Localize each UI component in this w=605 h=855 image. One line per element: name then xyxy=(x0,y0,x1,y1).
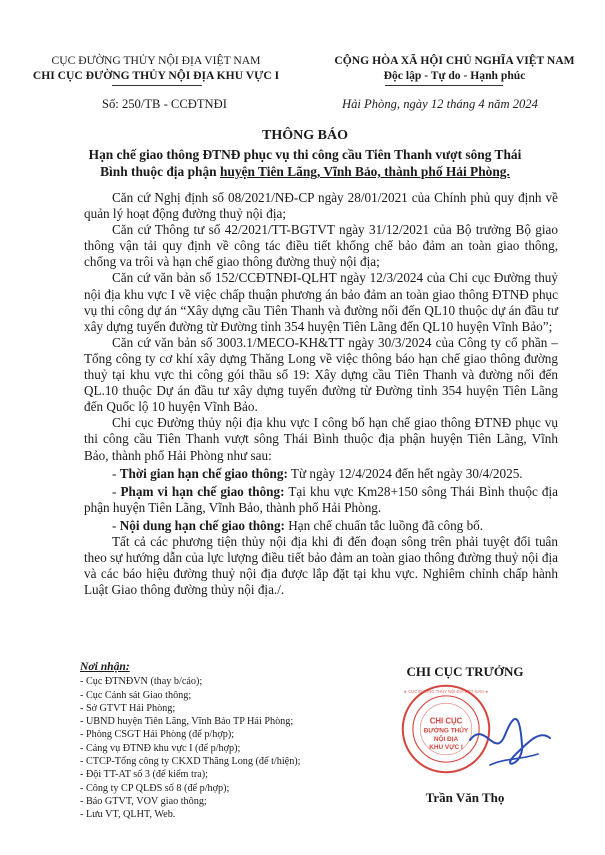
recipient-item: - UBND huyện Tiên Lãng, Vĩnh Bảo TP Hải Phòng; xyxy=(80,716,294,728)
scope-label: Phạm vi hạn chế giao thông: xyxy=(120,483,285,499)
recipients-title: Nơi nhận: xyxy=(80,660,130,673)
restriction-scope: - Phạm vi hạn chế giao thông: Tại khu vực Km28+150 sông Thái Bình thuộc địa phận huyện Tiên Lãng, Vĩnh Bảo, thành phố Hải Phòng. xyxy=(84,483,558,515)
national-motto: Độc lập - Tự do - Hạnh phúc xyxy=(383,69,526,82)
svg-text:CHI CỤC: CHI CỤC xyxy=(429,716,463,726)
recipient-item: - CTCP-Tổng công ty CKXD Thăng Long (để t/hiện); xyxy=(80,756,301,768)
svg-text:★ CỤC ĐƯỜNG THỦY NỘI ĐỊA VIỆT: ★ CỤC ĐƯỜNG THỦY NỘI ĐỊA VIỆT NAM ★ xyxy=(403,689,489,695)
restriction-content: - Nội dung hạn chế giao thông: Hạn chế chuẩn tắc luồng đã công bố. xyxy=(112,517,484,533)
notice-subtitle-line2 xyxy=(40,163,570,180)
subtitle-part1: Bình thuộc địa phận xyxy=(100,164,220,179)
signer-name: Trần Văn Thọ xyxy=(425,790,505,805)
time-value: Từ ngày 12/4/2024 đến hết ngày 30/4/2025. xyxy=(287,465,523,481)
agency-header xyxy=(22,53,290,83)
document-number: Số: 250/TB - CCĐTNĐI xyxy=(102,97,227,111)
legal-basis-2: Căn cứ Thông tư số 42/2021/TT-BGTVT ngày 31/12/2021 của Bộ trưởng Bộ giao thông vận tải quy định về công tác điều tiết khống chế bảo đảm an toàn giao thông, chống va trôi và hạn chế giao thông đường thuỷ nội địa; xyxy=(84,222,558,270)
place-date: Hải Phòng, ngày 12 tháng 4 năm 2024 xyxy=(342,97,538,111)
notice-subtitle-line1: Hạn chế giao thông ĐTNĐ phục vụ thi công cầu Tiên Thanh vượt sông Thái xyxy=(88,147,522,162)
subtitle-part2: huyện Tiên Lãng, Vĩnh Bảo, thành phố Hải Phòng. xyxy=(219,164,510,179)
announcement: Chi cục Đường thủy nội địa khu vực I công bố hạn chế giao thông ĐTNĐ phục vụ thi công cầu Tiên Thanh vượt sông Thái Bình thuộc địa phận huyện Tiên Lãng, Vĩnh Bảo, thành phố Hải Phòng như sau: xyxy=(84,415,558,463)
recipient-item: - Sở GTVT Hải Phòng; xyxy=(80,702,176,714)
recipient-item: - Báo GTVT, VOV giao thông; xyxy=(80,795,207,807)
recipient-item: - Cục Cảnh sát Giao thông; xyxy=(80,689,192,701)
notice-heading xyxy=(40,127,570,180)
content-label: Nội dung hạn chế giao thông: xyxy=(119,517,285,533)
legal-basis-3: Căn cứ văn bản số 152/CCĐTNĐI-QLHT ngày 12/3/2024 của Chi cục Đường thuỷ nội địa khu vực I về việc chấp thuận phương án bảo đảm an toàn giao thông ĐTNĐ phục vụ thi công dự án “Xây dựng cầu Tiên Thanh và đường nối đến QL10 thuộc dự án đầu tư xây dựng tuyến đường từ Đường tỉnh 354 huyện Tiên Lãng đến QL10 huyện Vĩnh Bảo”; xyxy=(84,270,558,334)
time-label: Thời gian hạn chế giao thông: xyxy=(119,465,288,481)
notice-title: THÔNG BÁO xyxy=(262,128,348,143)
agency-underline xyxy=(112,85,202,86)
parent-agency: CỤC ĐƯỜNG THỦY NỘI ĐỊA VIỆT NAM xyxy=(51,54,261,67)
national-header xyxy=(312,53,597,83)
national-name: CỘNG HÒA XÃ HỘI CHỦ NGHĨA VIỆT NAM xyxy=(334,54,575,67)
handwritten-signature xyxy=(460,710,560,790)
signer-position: CHI CỤC TRƯỞNG xyxy=(406,664,524,679)
scope-value: Tại khu vực Km28+150 sông Thái Bình thuộc địa phận huyện Tiên Lãng, Vĩnh Bảo, thành phố Hải Phòng. xyxy=(84,483,558,515)
notice-body xyxy=(84,190,558,598)
recipient-item: - Đội TT-AT số 3 (để kiểm tra); xyxy=(80,769,208,781)
svg-text:KHU VỰC I: KHU VỰC I xyxy=(429,744,463,752)
recipient-item: - Công ty CP QLĐS số 8 (để p/hợp); xyxy=(80,782,230,794)
recipient-item: - Cục ĐTNĐVN (thay b/cáo); xyxy=(80,676,203,688)
content-value: Hạn chế chuẩn tắc luồng đã công bố. xyxy=(284,517,484,533)
compliance-paragraph: Tất cả các phương tiện thủy nội địa khi đi đến đoạn sông trên phải tuyệt đối tuân theo sự hướng dẫn của lực lượng điều tiết bảo đảm an toàn giao thông đường thuỷ nội địa và các báo hiệu đường thuỷ nội địa được lắp đặt tại khu vực. Nghiêm chỉnh chấp hành Luật Giao thông đường thủy nội địa./. xyxy=(84,533,558,598)
issuing-agency: CHI CỤC ĐƯỜNG THỦY NỘI ĐỊA KHU VỰC I xyxy=(32,69,280,82)
motto-underline xyxy=(385,85,503,86)
recipient-item: - Phòng CSGT Hải Phòng (để p/hợp); xyxy=(80,729,235,741)
legal-basis-1: Căn cứ Nghị định số 08/2021/NĐ-CP ngày 28/01/2021 của Chính phủ quy định về quản lý hoạt động đường thuỷ nội địa; xyxy=(84,190,558,222)
restriction-time: - Thời gian hạn chế giao thông: Từ ngày 12/4/2024 đến hết ngày 30/4/2025. xyxy=(112,465,523,481)
recipient-item: - Cảng vụ ĐTNĐ khu vực I (để p/hợp); xyxy=(80,742,241,754)
legal-basis-4: Căn cứ văn bản số 3003.1/MECO-KH&TT ngày 30/3/2024 của Công ty cổ phần – Tổng công ty cơ khí xây dựng Thăng Long về việc thông báo hạn chế giao thông đường thuỷ tại khu vực thi công gói thầu số 19: Xây dựng cầu Tiên Thanh và đường nối đến QL.10 thuộc Dự án đầu tư xây dựng tuyến đường từ Đường tỉnh 354 huyện Tiên Lãng đến Quốc lộ 10 huyện Vĩnh Bảo. xyxy=(84,334,558,415)
recipient-item: - Lưu VT, QLHT, Web. xyxy=(80,809,176,821)
svg-text:ĐƯỜNG THỦY: ĐƯỜNG THỦY xyxy=(423,727,469,735)
svg-text:NỘI ĐỊA: NỘI ĐỊA xyxy=(433,735,459,743)
recipients-block xyxy=(80,660,360,822)
